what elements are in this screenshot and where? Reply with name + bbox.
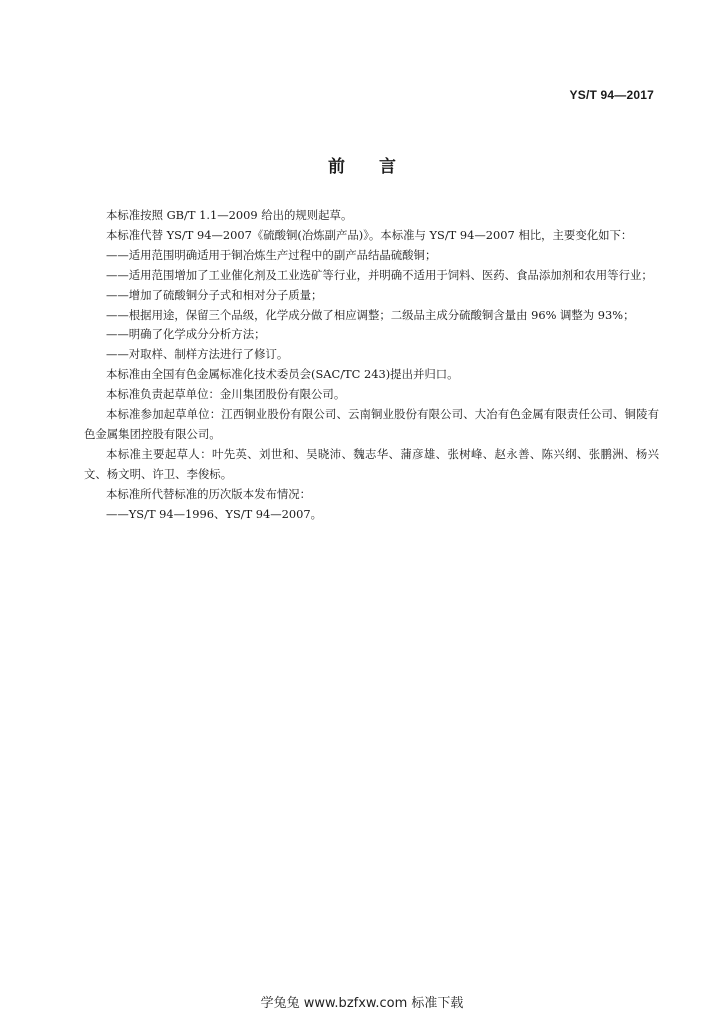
version-history-item: ——YS/T 94—1996、YS/T 94—2007。 bbox=[106, 506, 323, 521]
change-list-item: ——增加了硫酸铜分子式和相对分子质量； bbox=[106, 287, 323, 302]
page-title: 前言 bbox=[328, 157, 430, 177]
change-list-item: ——适用范围明确适用于铜冶炼生产过程中的副产品结晶硫酸铜； bbox=[106, 247, 437, 262]
change-list-item: ——对取样、制样方法进行了修订。 bbox=[106, 347, 289, 362]
paragraph: 本标准由全国有色金属标准化技术委员会(SAC/TC 243)提出并归口。 bbox=[106, 367, 459, 382]
change-list-item: ——适用范围增加了工业催化剂及工业选矿等行业，并明确不适用于饲料、医药、食品添加剂和农用等行业； bbox=[106, 267, 653, 282]
paragraph: 本标准按照 GB/T 1.1—2009 给出的规则起草。 bbox=[106, 208, 353, 222]
paragraph: 本标准参加起草单位：江西铜业股份有限公司、云南铜业股份有限公司、大冶有色金属有限责任公司、铜陵有色金属集团控股有限公司。 bbox=[84, 407, 659, 441]
change-list-item: ——根据用途，保留三个品级，化学成分做了相应调整；二级品主成分硫酸铜含量由 96% 调整为 93%； bbox=[106, 307, 635, 322]
paragraph: 本标准所代替标准的历次版本发布情况： bbox=[106, 486, 312, 501]
paragraph: 本标准代替 YS/T 94—2007《硫酸铜(冶炼副产品)》。本标准与 YS/T 94—2007 相比，主要变化如下： bbox=[106, 227, 633, 242]
paragraph: 本标准负责起草单位：金川集团股份有限公司。 bbox=[106, 387, 346, 402]
change-list-item: ——明确了化学成分分析方法； bbox=[106, 327, 266, 342]
foreword-body bbox=[84, 206, 659, 525]
paragraph: 本标准主要起草人：叶先英、刘世和、吴晓沛、魏志华、蒲彦雄、张树峰、赵永善、陈兴纲、张鹏洲、杨兴文、杨文明、许卫、李俊标。 bbox=[84, 446, 659, 481]
standard-code: YS/T 94—2017 bbox=[569, 88, 654, 102]
footer-watermark: 学兔兔 www.bzfxw.com 标准下载 bbox=[260, 996, 464, 1011]
